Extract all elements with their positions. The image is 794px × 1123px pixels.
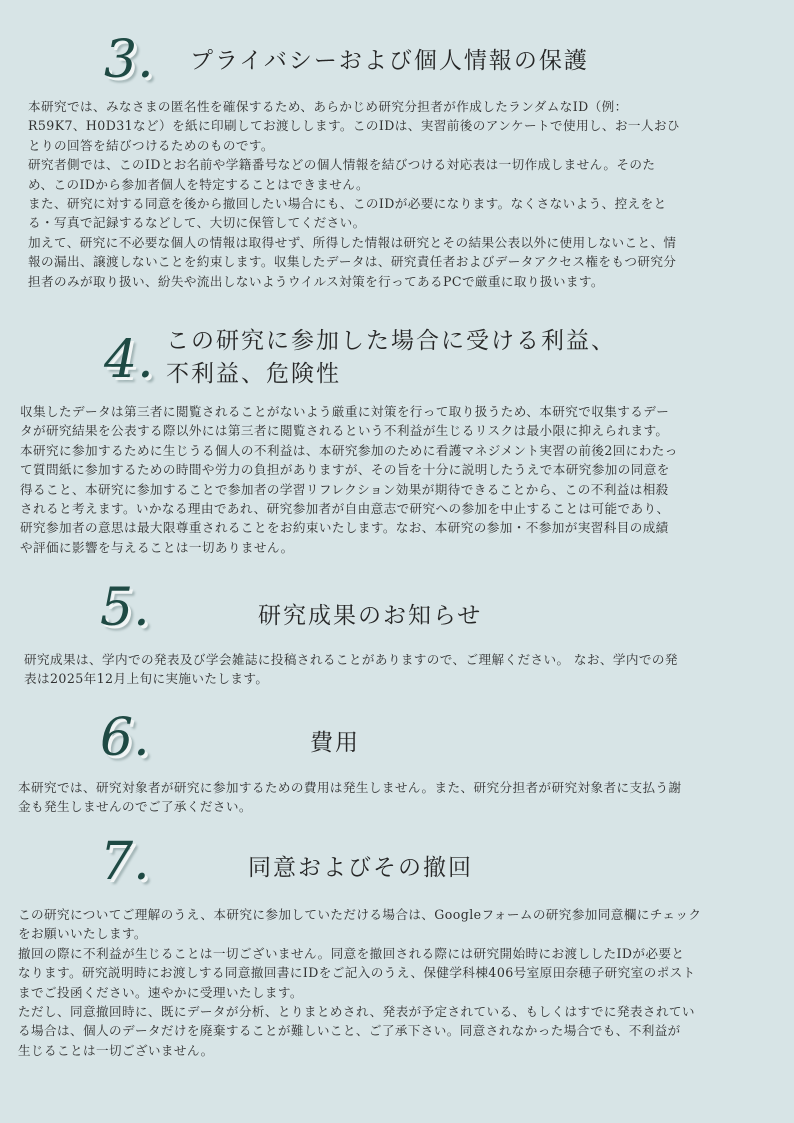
section-body [18, 778, 681, 817]
section-body [28, 97, 680, 291]
section-number: 3. [104, 30, 154, 90]
body-line: この研究についてご理解のうえ、本研究に参加していただける場合は、Googleフォームの研究参加同意欄にチェック [18, 907, 702, 922]
section-heading: 研究成果のお知らせ [258, 603, 483, 629]
body-line: されると考えます。いかなる理由であれ、研究参加者が自由意志で研究への参加を中止することは可能であり、 [20, 501, 670, 517]
body-line: 研究成果は、学内での発表及び学会雑誌に投稿されることがありますので、ご理解ください。 なお、学内での発 [24, 652, 678, 667]
section-heading: プライバシーおよび個人情報の保護 [190, 48, 589, 74]
body-line: ただし、同意撤回時に、既にデータが分析、とりまとめされ、発表が予定されている、もしくはすでに発表されてい [18, 1004, 695, 1020]
body-line: とりの回答を結びつけるためのものです。 [28, 137, 274, 153]
body-line: 研究参加者の意思は最大限尊重されることをお約束いたします。なお、本研究の参加・不参加が実習科目の成績 [20, 520, 669, 536]
body-line: 表は2025年12月上旬に実施いたします。 [24, 671, 269, 687]
body-line: 金も発生しませんのでご了承ください。 [18, 799, 252, 815]
body-line: また、研究に対する同意を後から撤回したい場合にも、このIDが必要になります。なくさないよう、控えをと [28, 196, 667, 212]
body-line: 担者のみが取り扱い、紛失や流出しないようウイルス対策を行ってあるPCで厳重に取り扱います。 [28, 273, 604, 289]
section-heading: 費用 [310, 730, 360, 756]
body-line: タが研究結果を公表する際以外には第三者に閲覧されるという不利益が生じるリスクは最小限に抑えられます。 [20, 423, 669, 439]
section-number: 5. [100, 578, 150, 638]
body-line: 収集したデータは第三者に閲覧されることがないよう厳重に対策を行って取り扱うため、本研究で収集するデー [20, 404, 670, 419]
body-line: 撤回の際に不利益が生じることは一切ございません。同意を撤回される際には研究開始時にお渡ししたIDが必要と [18, 945, 685, 961]
body-line: め、このIDから参加者個人を特定することはできません。 [28, 176, 369, 192]
body-line: なります。研究説明時にお渡しする同意撤回書にIDをご記入のうえ、保健学科棟406号室原田奈穂子研究室のポスト [18, 965, 696, 981]
section-number: 4. [104, 330, 154, 390]
body-line: 生じることは一切ございません。 [18, 1042, 214, 1058]
section-number: 7. [100, 832, 150, 892]
body-line: や評価に影響を与えることは一切ありません。 [20, 539, 294, 555]
section-body [20, 402, 678, 557]
section-number: 6. [100, 708, 150, 768]
body-line: て質問紙に参加するための時間や労力の負担がありますが、その旨を十分に説明したうえで本研究参加の同意を [20, 462, 670, 478]
body-line: 得ること、本研究に参加することで参加者の学習リフレクション効果が期待できることから、この不利益は相殺 [20, 481, 669, 497]
section-heading-line1: この研究に参加した場合に受ける利益、 [166, 328, 616, 354]
section-heading-line2: 不利益、危険性 [166, 361, 341, 387]
body-line: 報の漏出、譲渡しないことを約束します。収集したデータは、研究責任者およびデータアクセス権をもつ研究分 [28, 254, 677, 270]
body-line: までご投函ください。速やかに受理いたします。 [18, 984, 303, 1000]
body-line: 研究者側では、このIDとお名前や学籍番号などの個人情報を結びつける対応表は一切作成しません。そのた [28, 157, 656, 173]
section-heading: 同意およびその撤回 [248, 855, 473, 881]
body-line: 本研究に参加するために生じうる個人の不利益は、本研究参加のために看護マネジメント実習の前後2回にわたっ [20, 442, 678, 458]
section-body [18, 905, 701, 1060]
body-line: 加えて、研究に不必要な個人の情報は取得せず、所得した情報は研究とその結果公表以外に使用しないこと、情 [28, 234, 677, 250]
body-line: R59K7、H0D31など）を紙に印刷してお渡しします。このIDは、実習前後のアンケートで使用し、お一人おひ [28, 118, 680, 134]
body-line: る・写真で記録するなどして、大切に保管してください。 [28, 215, 366, 231]
body-line: をお願いいたします。 [18, 926, 147, 942]
body-line: る場合は、個人のデータだけを廃棄することが難しいこと、ご了承下さい。同意されなかった場合でも、不利益が [18, 1023, 681, 1039]
body-line: 本研究では、みなさまの匿名性を確保するため、あらかじめ研究分担者が作成したランダムなID（例： [28, 99, 628, 114]
section-body [24, 650, 678, 689]
body-line: 本研究では、研究対象者が研究に参加するための費用は発生しません。また、研究分担者が研究対象者に支払う謝 [18, 780, 682, 795]
